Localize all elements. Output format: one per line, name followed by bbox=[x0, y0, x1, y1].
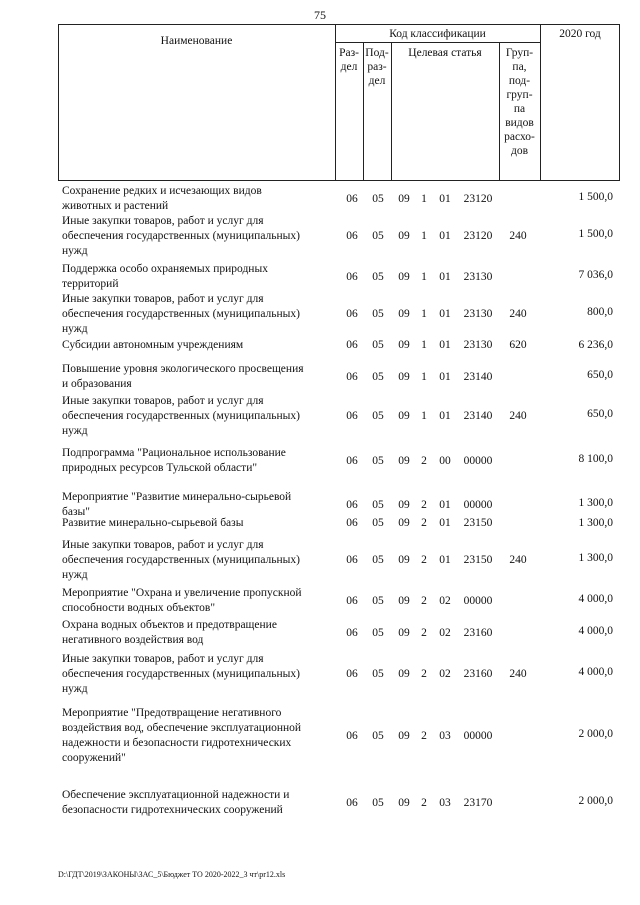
code-osn: 01 bbox=[439, 271, 451, 283]
code-podrazdel: 05 bbox=[372, 308, 384, 320]
table-row bbox=[0, 362, 640, 392]
amount-2020: 800,0 bbox=[587, 306, 613, 318]
page-number: 75 bbox=[314, 8, 326, 22]
code-razdel: 06 bbox=[346, 410, 358, 422]
row-name: Мероприятие "Предотвращение негативного воздействия вод, обеспечение эксплуатационной надежности и безопасности гидротехнических сооружений" bbox=[62, 707, 302, 764]
code-osn: 01 bbox=[439, 230, 451, 242]
code-razdel: 06 bbox=[346, 517, 358, 529]
code-prog: 09 bbox=[398, 308, 410, 320]
header-year: 2020 год bbox=[559, 28, 601, 40]
code-sub: 2 bbox=[421, 554, 427, 566]
code-podrazdel: 05 bbox=[372, 797, 384, 809]
code-prog: 09 bbox=[398, 499, 410, 511]
row-name: Повышение уровня экологического просвещения и образования bbox=[62, 363, 304, 390]
code-razdel: 06 bbox=[346, 730, 358, 742]
code-razdel: 06 bbox=[346, 271, 358, 283]
row-name: Иные закупки товаров, работ и услуг для обеспечения государственных (муниципальных) нужд bbox=[62, 215, 300, 257]
row-name: Иные закупки товаров, работ и услуг для обеспечения государственных (муниципальных) нужд bbox=[62, 395, 300, 437]
amount-2020: 7 036,0 bbox=[578, 269, 613, 281]
code-podrazdel: 05 bbox=[372, 455, 384, 467]
row-name: Охрана водных объектов и предотвращение негативного воздействия вод bbox=[62, 619, 277, 646]
code-dir: 00000 bbox=[463, 499, 493, 511]
code-prog: 09 bbox=[398, 730, 410, 742]
table-row bbox=[0, 184, 640, 214]
code-prog: 09 bbox=[398, 595, 410, 607]
code-podrazdel: 05 bbox=[372, 627, 384, 639]
row-name: Иные закупки товаров, работ и услуг для обеспечения государственных (муниципальных) нужд bbox=[62, 653, 300, 695]
code-podrazdel: 05 bbox=[372, 193, 384, 205]
table-row bbox=[0, 292, 640, 337]
amount-2020: 1 300,0 bbox=[578, 552, 613, 564]
table-row bbox=[0, 706, 640, 766]
code-dir: 23160 bbox=[463, 668, 493, 680]
code-podrazdel: 05 bbox=[372, 410, 384, 422]
code-razdel: 06 bbox=[346, 797, 358, 809]
code-dir: 23120 bbox=[463, 230, 493, 242]
code-podrazdel: 05 bbox=[372, 371, 384, 383]
code-osn: 02 bbox=[439, 668, 451, 680]
code-razdel: 06 bbox=[346, 308, 358, 320]
code-sub: 1 bbox=[421, 308, 427, 320]
code-prog: 09 bbox=[398, 371, 410, 383]
code-podrazdel: 05 bbox=[372, 730, 384, 742]
code-dir: 23120 bbox=[463, 193, 493, 205]
amount-2020: 650,0 bbox=[587, 369, 613, 381]
table-row bbox=[0, 446, 640, 476]
code-dir: 23150 bbox=[463, 517, 493, 529]
code-dir: 00000 bbox=[463, 455, 493, 467]
code-dir: 23170 bbox=[463, 797, 493, 809]
header-target-article: Целевая статья bbox=[408, 47, 482, 59]
code-razdel: 06 bbox=[346, 554, 358, 566]
header-razdel: Раз- дел bbox=[339, 47, 359, 73]
code-osn: 00 bbox=[439, 455, 451, 467]
code-razdel: 06 bbox=[346, 499, 358, 511]
row-name: Мероприятие "Развитие минерально-сырьевой базы" bbox=[62, 491, 292, 518]
amount-2020: 1 500,0 bbox=[578, 228, 613, 240]
code-sub: 2 bbox=[421, 668, 427, 680]
row-name: Поддержка особо охраняемых природных территорий bbox=[62, 263, 268, 290]
code-osn: 02 bbox=[439, 595, 451, 607]
row-name: Подпрограмма "Рациональное использование природных ресурсов Тульской области" bbox=[62, 447, 286, 474]
code-group: 240 bbox=[509, 554, 527, 566]
table-row bbox=[0, 262, 640, 292]
table-row bbox=[0, 338, 640, 353]
code-dir: 23140 bbox=[463, 410, 493, 422]
amount-2020: 2 000,0 bbox=[578, 728, 613, 740]
code-sub: 1 bbox=[421, 410, 427, 422]
amount-2020: 1 300,0 bbox=[578, 517, 613, 529]
code-prog: 09 bbox=[398, 554, 410, 566]
code-prog: 09 bbox=[398, 455, 410, 467]
code-sub: 2 bbox=[421, 627, 427, 639]
footer-file-path: D:\ГДТ\2019\ЗАКОНЫ\ЗАС_5\Бюджет ТО 2020-2022_3 чт\pr12.xls bbox=[58, 870, 286, 879]
table-row bbox=[0, 394, 640, 439]
code-osn: 01 bbox=[439, 499, 451, 511]
code-prog: 09 bbox=[398, 797, 410, 809]
amount-2020: 1 500,0 bbox=[578, 191, 613, 203]
header-expense-group: Груп- па, под- груп- па видов расхо- дов bbox=[504, 47, 535, 157]
code-dir: 23130 bbox=[463, 339, 493, 351]
code-group: 240 bbox=[509, 230, 527, 242]
code-osn: 03 bbox=[439, 797, 451, 809]
row-name: Сохранение редких и исчезающих видов животных и растений bbox=[62, 185, 262, 212]
code-osn: 01 bbox=[439, 517, 451, 529]
code-group: 240 bbox=[509, 668, 527, 680]
code-podrazdel: 05 bbox=[372, 595, 384, 607]
code-prog: 09 bbox=[398, 410, 410, 422]
code-podrazdel: 05 bbox=[372, 668, 384, 680]
code-prog: 09 bbox=[398, 271, 410, 283]
code-osn: 01 bbox=[439, 339, 451, 351]
code-razdel: 06 bbox=[346, 595, 358, 607]
code-dir: 23140 bbox=[463, 371, 493, 383]
table-row bbox=[0, 618, 640, 648]
amount-2020: 8 100,0 bbox=[578, 453, 613, 465]
row-name: Развитие минерально-сырьевой базы bbox=[62, 517, 244, 529]
table-row bbox=[0, 788, 640, 818]
table-row bbox=[0, 652, 640, 697]
code-dir: 23150 bbox=[463, 554, 493, 566]
amount-2020: 4 000,0 bbox=[578, 625, 613, 637]
code-dir: 00000 bbox=[463, 730, 493, 742]
code-sub: 2 bbox=[421, 455, 427, 467]
code-sub: 2 bbox=[421, 595, 427, 607]
code-razdel: 06 bbox=[346, 668, 358, 680]
header-classification: Код классификации bbox=[389, 28, 486, 40]
table-row bbox=[0, 586, 640, 616]
code-sub: 2 bbox=[421, 730, 427, 742]
amount-2020: 4 000,0 bbox=[578, 593, 613, 605]
code-podrazdel: 05 bbox=[372, 499, 384, 511]
row-name: Обеспечение эксплуатационной надежности и безопасности гидротехнических сооружений bbox=[62, 789, 290, 816]
amount-2020: 2 000,0 bbox=[578, 795, 613, 807]
code-prog: 09 bbox=[398, 668, 410, 680]
code-prog: 09 bbox=[398, 230, 410, 242]
amount-2020: 4 000,0 bbox=[578, 666, 613, 678]
code-osn: 03 bbox=[439, 730, 451, 742]
code-podrazdel: 05 bbox=[372, 230, 384, 242]
code-prog: 09 bbox=[398, 627, 410, 639]
row-name: Мероприятие "Охрана и увеличение пропускной способности водных объектов" bbox=[62, 587, 302, 614]
code-sub: 2 bbox=[421, 517, 427, 529]
table-row bbox=[0, 516, 640, 531]
code-razdel: 06 bbox=[346, 627, 358, 639]
code-osn: 01 bbox=[439, 410, 451, 422]
code-razdel: 06 bbox=[346, 455, 358, 467]
code-sub: 1 bbox=[421, 193, 427, 205]
row-name: Иные закупки товаров, работ и услуг для обеспечения государственных (муниципальных) нужд bbox=[62, 293, 300, 335]
code-podrazdel: 05 bbox=[372, 339, 384, 351]
code-prog: 09 bbox=[398, 193, 410, 205]
code-razdel: 06 bbox=[346, 193, 358, 205]
code-group: 620 bbox=[509, 339, 527, 351]
row-name: Иные закупки товаров, работ и услуг для обеспечения государственных (муниципальных) нужд bbox=[62, 539, 300, 581]
code-dir: 00000 bbox=[463, 595, 493, 607]
code-prog: 09 bbox=[398, 517, 410, 529]
table-row bbox=[0, 538, 640, 583]
code-sub: 1 bbox=[421, 339, 427, 351]
code-podrazdel: 05 bbox=[372, 554, 384, 566]
code-group: 240 bbox=[509, 308, 527, 320]
code-podrazdel: 05 bbox=[372, 517, 384, 529]
code-razdel: 06 bbox=[346, 371, 358, 383]
amount-2020: 650,0 bbox=[587, 408, 613, 420]
table-row bbox=[0, 214, 640, 259]
code-osn: 01 bbox=[439, 308, 451, 320]
amount-2020: 1 300,0 bbox=[578, 497, 613, 509]
code-group: 240 bbox=[509, 410, 527, 422]
amount-2020: 6 236,0 bbox=[578, 339, 613, 351]
code-sub: 2 bbox=[421, 797, 427, 809]
code-sub: 1 bbox=[421, 371, 427, 383]
code-razdel: 06 bbox=[346, 339, 358, 351]
header-name: Наименование bbox=[160, 35, 233, 47]
code-podrazdel: 05 bbox=[372, 271, 384, 283]
code-dir: 23130 bbox=[463, 308, 493, 320]
header-podrazdel: Под- раз- дел bbox=[365, 47, 389, 87]
code-dir: 23130 bbox=[463, 271, 493, 283]
code-prog: 09 bbox=[398, 339, 410, 351]
code-osn: 02 bbox=[439, 627, 451, 639]
row-name: Субсидии автономным учреждениям bbox=[62, 339, 244, 351]
code-osn: 01 bbox=[439, 554, 451, 566]
code-sub: 2 bbox=[421, 499, 427, 511]
code-sub: 1 bbox=[421, 271, 427, 283]
code-sub: 1 bbox=[421, 230, 427, 242]
code-osn: 01 bbox=[439, 371, 451, 383]
code-dir: 23160 bbox=[463, 627, 493, 639]
code-razdel: 06 bbox=[346, 230, 358, 242]
code-osn: 01 bbox=[439, 193, 451, 205]
